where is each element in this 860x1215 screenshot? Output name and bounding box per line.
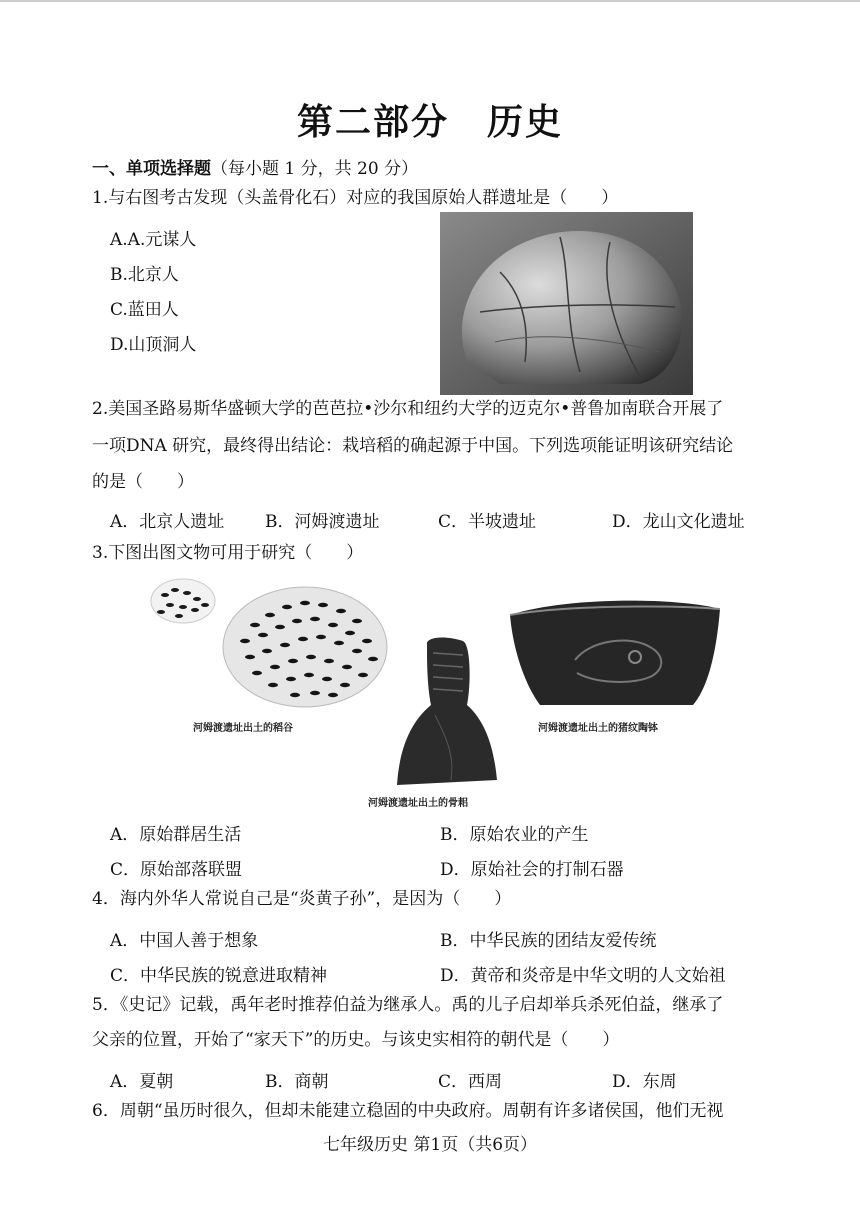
page-title: 第二部分 历史 — [296, 101, 563, 143]
q5-line-2: 父亲的位置，开始了“家天下”的历史。与该史实相符的朝代是（ ） — [92, 1030, 620, 1050]
q3-option-c: C．原始部落联盟 — [110, 860, 243, 880]
section-note: （每小题 1 分，共 20 分） — [211, 159, 419, 179]
section-heading — [92, 154, 418, 179]
q2-option-a: A．北京人遗址 — [110, 512, 225, 532]
q5-option-b: B．商朝 — [265, 1072, 329, 1092]
artifacts-image — [145, 575, 725, 810]
q1-option-b: B.北京人 — [110, 265, 179, 285]
q4-option-c: C．中华民族的锐意进取精神 — [110, 966, 328, 986]
q3-option-b: B．原始农业的产生 — [440, 825, 589, 845]
q3-stem: 3.下图出图文物可用于研究（ ） — [92, 543, 364, 563]
q4-option-b: B．中华民族的团结友爱传统 — [440, 931, 657, 951]
q5-option-c: C．西周 — [438, 1072, 503, 1092]
top-border — [0, 0, 860, 2]
q1-option-c: C.蓝田人 — [110, 300, 179, 320]
q2-line-1: 2.美国圣路易斯华盛顿大学的芭芭拉•沙尔和纽约大学的迈克尔•普鲁加南联合开展了 — [92, 399, 724, 419]
q4-stem: 4．海内外华人常说自己是“炎黄子孙”，是因为（ ） — [92, 889, 512, 909]
q2-line-3: 的是（ ） — [92, 472, 194, 492]
q5-option-d: D．东周 — [612, 1072, 677, 1092]
caption-bone-spade: 河姆渡遗址出土的骨耜 — [368, 798, 468, 809]
q5-option-a: A．夏朝 — [110, 1072, 174, 1092]
q2-option-b: B．河姆渡遗址 — [265, 512, 380, 532]
q2-option-c: C．半坡遗址 — [438, 512, 537, 532]
q4-option-d: D．黄帝和炎帝是中华文明的人文始祖 — [440, 966, 726, 986]
page-footer: 七年级历史 第1页（共6页） — [322, 1135, 538, 1155]
q3-option-a: A．原始群居生活 — [110, 825, 242, 845]
q1-option-d: D.山顶洞人 — [110, 335, 197, 355]
q2-option-d: D．龙山文化遗址 — [612, 512, 745, 532]
q2-line-2: 一项DNA 研究，最终得出结论：栽培稻的确起源于中国。下列选项能证明该研究结论 — [92, 436, 734, 456]
caption-pig-bowl: 河姆渡遗址出土的猪纹陶钵 — [538, 723, 658, 734]
q1-stem: 1.与右图考古发现（头盖骨化石）对应的我国原始人群遗址是（ ） — [92, 188, 619, 208]
q3-option-d: D．原始社会的打制石器 — [440, 860, 624, 880]
section-title: 一、单项选择题 — [92, 159, 211, 179]
q4-option-a: A．中国人善于想象 — [110, 931, 259, 951]
q1-option-a: A.A.元谋人 — [110, 230, 197, 250]
q5-line-1: 5．《史记》记载，禹年老时推荐伯益为继承人。禹的儿子启却举兵杀死伯益，继承了 — [92, 995, 724, 1015]
q6-stem: 6．周朝“虽历时很久，但却未能建立稳固的中央政府。周朝有许多诸侯国，他们无视 — [92, 1101, 724, 1121]
caption-rice: 河姆渡遗址出土的稻谷 — [193, 723, 293, 734]
skull-fossil-image — [440, 212, 693, 395]
